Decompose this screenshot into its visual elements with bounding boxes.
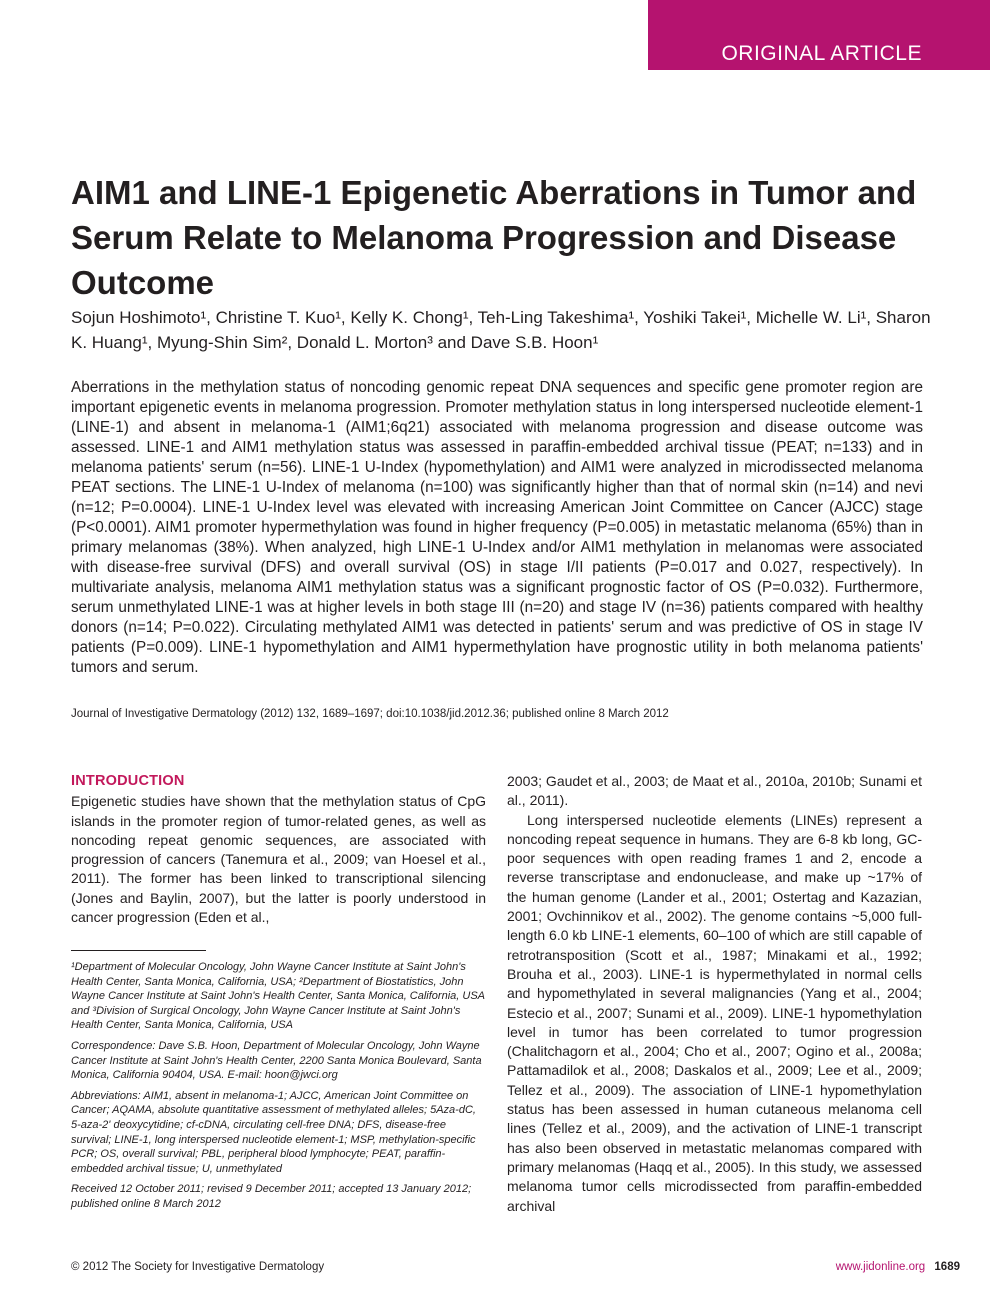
- abstract: Aberrations in the methylation status of noncoding genomic repeat DNA sequences and specific gene promoter region are important epigenetic events in melanoma progression. Promoter methylation status in long interspersed nucleotide element-1 (LINE-1) and absent in melanoma-1 (AIM1;6q21) associated with melanoma progression and disease outcome was assessed. LINE-1 and AIM1 methylation status was assessed in paraffin-embedded archival tissue (PEAT; n=133) and in melanoma patients' serum (n=56). LINE-1 U-Index (hypomethylation) and AIM1 were analyzed in microdissected melanoma PEAT sections. The LINE-1 U-Index of melanoma (n=100) was significantly higher than that of normal skin (n=14) and nevi (n=12; P=0.0004). LINE-1 U-Index level was elevated with increasing American Joint Committee on Cancer (AJCC) stage (P<0.0001). AIM1 promoter hypermethylation was found in higher frequency (P=0.005) in metastatic melanoma (65%) than in primary melanomas (38%). When analyzed, high LINE-1 U-Index and/or AIM1 methylation in melanomas were associated with disease-free survival (DFS) and overall survival (OS) in stage I/II patients (P=0.017 and 0.027, respectively). In multivariate analysis, melanoma AIM1 methylation status was a significant prognostic factor of OS (P=0.032). Furthermore, serum unmethylated LINE-1 was at higher levels in both stage III (n=20) and stage IV (n=36) patients compared with healthy donors (n=14; P=0.022). Circulating methylated AIM1 was detected in patients' serum and was predictive of OS in stage IV patients (P=0.009). LINE-1 hypomethylation and AIM1 hypermethylation have prognostic utility in both melanoma patients' tumors and serum.: [71, 379, 923, 676]
- page-number: 1689: [934, 1261, 960, 1273]
- abbreviations: Abbreviations: AIM1, absent in melanoma-1; AJCC, American Joint Committee on Cancer; AQAMA, absolute quantitative assessment of methylated alleles; 5Aza-dC, 5-aza-2' deoxycytidine; cf-cDNA, circulating cell-free DNA; DFS, disease-free survival; LINE-1, long interspersed nucleotide element-1; MSP, methylation-specific PCR; OS, overall survival; PBL, peripheral blood lymphocyte; PEAT, paraffin-embedded archival tissue; U, unmethylated: [71, 1089, 476, 1175]
- article-type-label: ORIGINAL ARTICLE: [721, 42, 922, 65]
- article-title: AIM1 and LINE-1 Epigenetic Aberrations in Tumor and Serum Relate to Melanoma Progression and Disease Outcome: [71, 174, 917, 301]
- copyright-footer: © 2012 The Society for Investigative Dermatology: [71, 1261, 325, 1273]
- footnotes: [71, 960, 486, 1218]
- received-dates: Received 12 October 2011; revised 9 December 2011; accepted 13 January 2012; published online 8 March 2012: [71, 1183, 472, 1210]
- section-heading-introduction: INTRODUCTION: [71, 773, 185, 789]
- affiliations: ¹Department of Molecular Oncology, John Wayne Cancer Institute at Saint John's Health Center, Santa Monica, California, USA; ²Department of Biostatistics, John Wayne Cancer Institute at Saint John's Health Center, Santa Monica, California, USA and ³Division of Surgical Oncology, John Wayne Cancer Institute at Saint John's Health Center, Santa Monica, California, USA: [71, 961, 485, 1032]
- right-column: [507, 772, 922, 1216]
- page-footer: [836, 1261, 960, 1273]
- article-type-banner: [648, 0, 990, 70]
- continued-paragraph: 2003; Gaudet et al., 2003; de Maat et al., 2010a, 2010b; Sunami et al., 2011).: [507, 773, 922, 809]
- left-column: [71, 772, 486, 927]
- correspondence: Correspondence: Dave S.B. Hoon, Department of Molecular Oncology, John Wayne Cancer Institute at Saint John's Health Center, 2200 Santa Monica Boulevard, Santa Monica, California 90404, USA. E-mail: hoon@jwci.org: [71, 1039, 482, 1082]
- intro-paragraph: Epigenetic studies have shown that the methylation status of CpG islands in the promoter region of tumor-related genes, as well as noncoding repeat genomic sequences, are associated with progression of cancers (Tanemura et al., 2009; van Hoesel et al., 2011). The former has been linked to transcriptional silencing (Jones and Baylin, 2007), but the latter is poorly understood in cancer progression (Eden et al.,: [71, 793, 486, 926]
- body-paragraph: Long interspersed nucleotide elements (LINEs) represent a noncoding repeat sequence in humans. They are 6-8 kb long, GC-poor sequences with open reading frames 1 and 2, encode a reverse transcriptase and endonuclease, and make up ~17% of the human genome (Lander et al., 2001; Ostertag and Kazazian, 2001; Ovchinnikov et al., 2002). The genome contains ~5,000 full-length 6.0 kb LINE-1 elements, 60–100 of which are still capable of retrotransposition (Scott et al., 1987; Minakami et al., 1992; Brouha et al., 2003). LINE-1 is hypermethylated in normal cells and hypomethylated in several malignancies (Yang et al., 2004; Estecio et al., 2007; Sunami et al., 2009). LINE-1 hypomethylation level in tumor has been correlated to tumor progression (Chalitchagorn et al., 2004; Cho et al., 2007; Ogino et al., 2008a; Pattamadilok et al., 2008; Daskalos et al., 2009; Lee et al., 2009; Tellez et al., 2009). The association of LINE-1 hypomethylation status has been assessed in human cutaneous melanoma cell lines (Tellez et al., 2009), and the activation of LINE-1 transcript has also been observed in metastatic melanomas compared with primary melanomas (Haqq et al., 2005). In this study, we assessed melanoma tumor cells microdissected from paraffin-embedded archival: [507, 811, 922, 1214]
- footnote-divider: [71, 950, 206, 951]
- journal-url-link[interactable]: www.jidonline.org: [835, 1261, 926, 1273]
- author-list: Sojun Hoshimoto¹, Christine T. Kuo¹, Kelly K. Chong¹, Teh-Ling Takeshima¹, Yoshiki Takei¹, Michelle W. Li¹, Sharon K. Huang¹, Myung-Shin Sim², Donald L. Morton³ and Dave S.B. Hoon¹: [71, 308, 931, 352]
- citation-line: Journal of Investigative Dermatology (2012) 132, 1689–1697; doi:10.1038/jid.2012.36; published online 8 March 2012: [71, 708, 669, 720]
